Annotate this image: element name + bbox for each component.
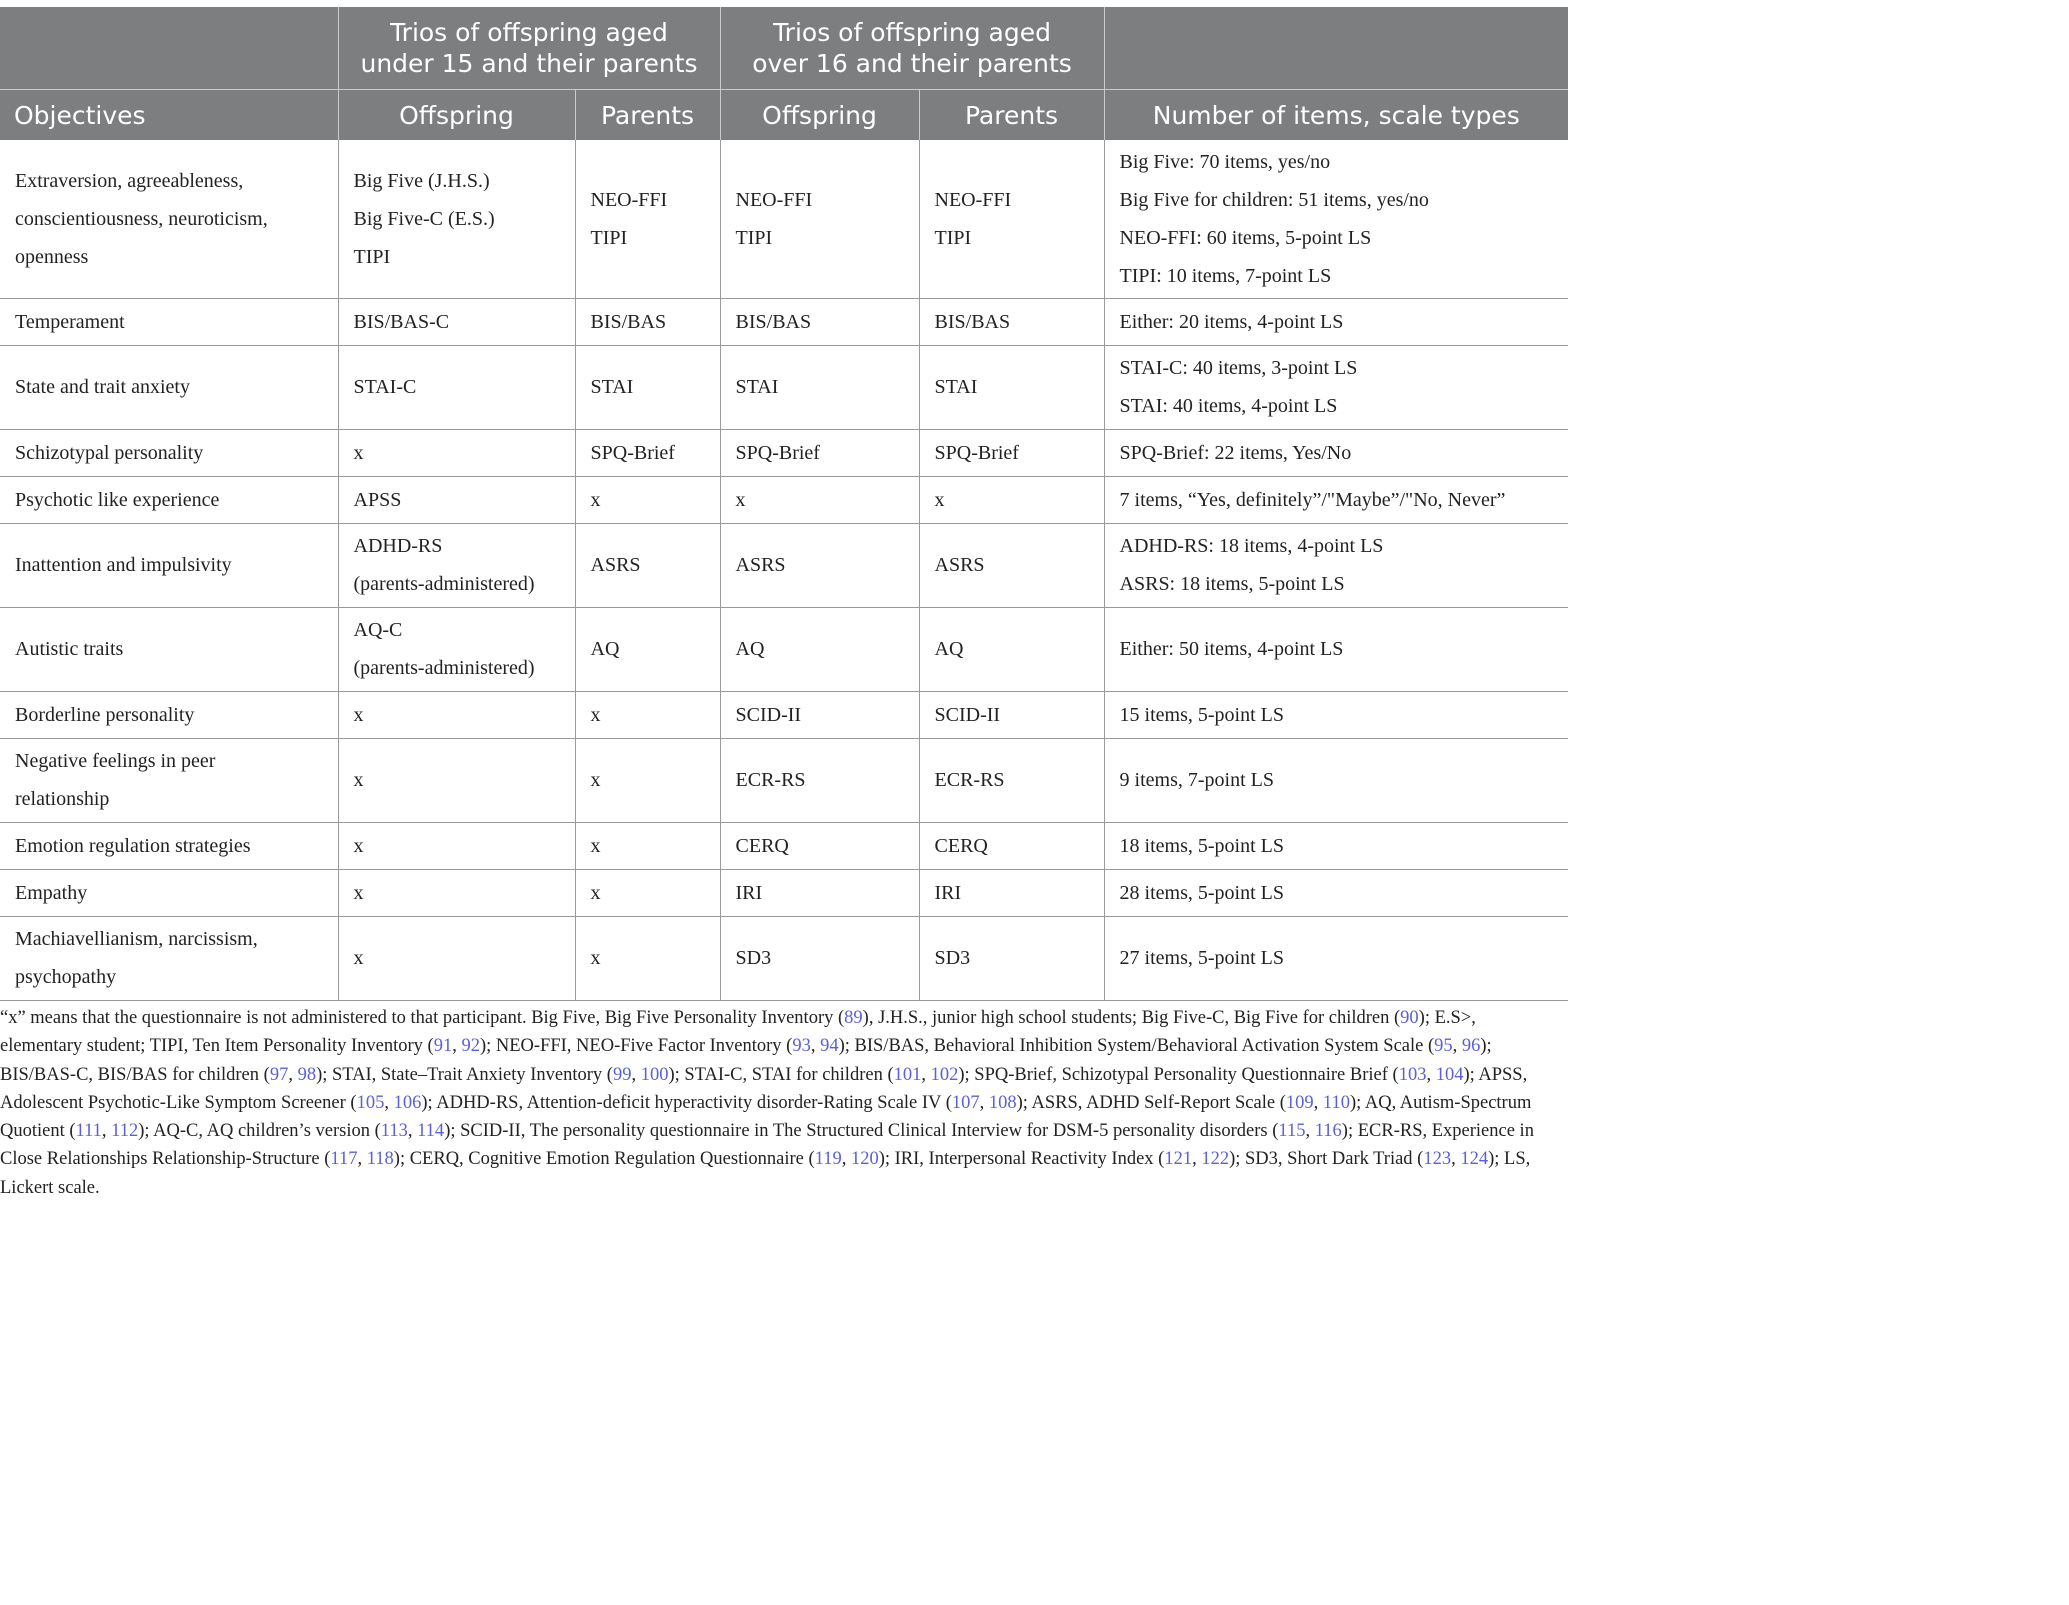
footnote-text: ); SD3, Short Dark Triad ( (1229, 1149, 1424, 1170)
footnote-text: , (631, 1064, 641, 1085)
cell-text: Temperament (15, 310, 125, 333)
footnote-text: , (1192, 1149, 1202, 1170)
table-footnote (0, 1004, 1560, 1202)
cell-text: x (590, 703, 601, 726)
cell-text: Negative feelings in peer (15, 750, 216, 772)
reference-link[interactable]: 106 (393, 1092, 422, 1113)
cell-text: STAI (934, 376, 978, 398)
footnote-text: , (921, 1064, 931, 1085)
objective-cell (0, 345, 338, 429)
cell-text: x (735, 488, 746, 511)
parents-over16-cell (919, 476, 1104, 523)
reference-link[interactable]: 121 (1164, 1149, 1193, 1170)
table-row (0, 822, 1568, 869)
footnote-text: , (979, 1092, 989, 1113)
reference-link[interactable]: 116 (1314, 1121, 1342, 1142)
items-scale-cell (1104, 298, 1568, 345)
cell-text: Emotion regulation strategies (15, 834, 251, 857)
cell-text: APSS (353, 488, 402, 511)
questionnaire-table (0, 7, 1568, 1001)
cell-text: STAI-C (353, 376, 417, 398)
items-scale-cell (1104, 523, 1568, 607)
offspring-under15-cell (338, 869, 575, 916)
header-group-over16-line: over 16 and their parents (752, 49, 1072, 78)
offspring-under15-cell (338, 140, 575, 298)
items-scale-cell (1104, 822, 1568, 869)
reference-link[interactable]: 98 (297, 1064, 317, 1085)
cell-text: STAI (590, 376, 634, 398)
column-header-offspring-over16: Offspring (720, 90, 919, 141)
parents-over16-cell (919, 523, 1104, 607)
footnote-text: ); ASRS, ADHD Self-Report Scale ( (1016, 1092, 1286, 1113)
offspring-over16-cell (720, 607, 919, 691)
reference-link[interactable]: 118 (366, 1149, 394, 1170)
offspring-over16-cell (720, 523, 919, 607)
cell-text: AQ (735, 638, 765, 660)
cell-text: Psychotic like experience (15, 488, 220, 511)
cell-text: NEO-FFI (590, 188, 668, 211)
cell-text: BIS/BAS (934, 310, 1011, 333)
offspring-under15-cell (338, 298, 575, 345)
cell-text: psychopathy (15, 966, 117, 988)
cell-text: SCID-II (934, 703, 1001, 726)
footnote-text: ); STAI-C, STAI for children ( (668, 1064, 894, 1085)
footnote-text: ); APSS, Adolescent Psychotic-Like Symptom Screener ( (0, 1064, 1528, 1113)
parents-over16-cell (919, 691, 1104, 738)
objective-cell (0, 607, 338, 691)
cell-text: (parents-administered) (353, 573, 535, 595)
footnote-text: , (384, 1092, 394, 1113)
header-group-under15-line: under 15 and their parents (360, 49, 698, 78)
cell-text: x (590, 488, 601, 511)
objective-cell (0, 523, 338, 607)
parents-under15-cell (575, 345, 720, 429)
column-header-parents-over16: Parents (919, 90, 1104, 141)
offspring-over16-cell (720, 691, 919, 738)
parents-under15-cell (575, 298, 720, 345)
cell-text: SPQ-Brief (735, 441, 820, 464)
column-header-offspring-under15: Offspring (338, 90, 575, 141)
cell-text: CERQ (735, 834, 789, 857)
reference-link[interactable]: 107 (951, 1092, 980, 1113)
parents-under15-cell (575, 869, 720, 916)
cell-text: ASRS (934, 554, 985, 576)
parents-over16-cell (919, 345, 1104, 429)
footnote-text: ), J.H.S., junior high school students; Big Five-C, Big Five for children ( (862, 1008, 1401, 1028)
footnote-text: ); IRI, Interpersonal Reactivity Index ( (878, 1149, 1165, 1170)
cell-text: NEO-FFI (735, 188, 813, 211)
offspring-under15-cell (338, 916, 575, 1000)
column-header-parents-under15: Parents (575, 90, 720, 141)
cell-text: Big Five (J.H.S.) (353, 169, 490, 192)
cell-text: ASRS (735, 554, 786, 576)
cell-text: TIPI (353, 245, 391, 268)
cell-text: Either: 20 items, 4-point LS (1119, 310, 1344, 333)
cell-text: State and trait anxiety (15, 376, 190, 398)
objective-cell (0, 691, 338, 738)
offspring-over16-cell (720, 298, 919, 345)
cell-text: Either: 50 items, 4-point LS (1119, 638, 1344, 660)
items-scale-cell (1104, 345, 1568, 429)
footnote-text: ); ADHD-RS, Attention-deficit hyperactivity disorder-Rating Scale IV ( (421, 1092, 952, 1113)
objective-cell (0, 869, 338, 916)
cell-text: NEO-FFI (934, 188, 1012, 211)
cell-text: Machiavellianism, narcissism, (15, 928, 258, 950)
reference-link[interactable]: 119 (814, 1149, 842, 1170)
cell-text: 7 items, “Yes, definitely”/"Maybe”/"No, Never” (1119, 488, 1506, 511)
items-scale-cell (1104, 429, 1568, 476)
reference-link[interactable]: 93 (792, 1036, 811, 1057)
questionnaire-table-container (0, 7, 1568, 1001)
footnote-text: , (841, 1149, 851, 1170)
footnote-text: ); BIS/BAS-C, BIS/BAS for children ( (0, 1036, 1492, 1085)
footnote-text: , (1451, 1149, 1461, 1170)
objective-cell (0, 916, 338, 1000)
cell-text: ASRS: 18 items, 5-point LS (1119, 573, 1345, 595)
reference-link[interactable]: 92 (461, 1036, 480, 1057)
objective-cell (0, 476, 338, 523)
items-scale-cell (1104, 869, 1568, 916)
parents-under15-cell (575, 607, 720, 691)
footnote-text: ); LS, Lickert scale. (0, 1149, 1531, 1198)
reference-link[interactable]: 112 (111, 1121, 139, 1142)
table-row (0, 298, 1568, 345)
footnote-text: “x” means that the questionnaire is not administered to that participant. Big Five, Big Five Personality Inventory ( (0, 1008, 845, 1028)
cell-text: TIPI (934, 226, 972, 249)
table-row (0, 607, 1568, 691)
footnote-text: ); E.S>, elementary student; TIPI, Ten Item Personality Inventory ( (0, 1008, 1476, 1057)
cell-text: 27 items, 5-point LS (1119, 947, 1284, 969)
parents-over16-cell (919, 429, 1104, 476)
parents-under15-cell (575, 738, 720, 822)
parents-under15-cell (575, 916, 720, 1000)
parents-over16-cell (919, 822, 1104, 869)
cell-text: SCID-II (735, 703, 802, 726)
cell-text: x (590, 881, 601, 904)
cell-text: 15 items, 5-point LS (1119, 703, 1284, 726)
cell-text: Big Five for children: 51 items, yes/no (1119, 188, 1429, 211)
footnote-text: , (452, 1036, 462, 1057)
parents-over16-cell (919, 738, 1104, 822)
offspring-over16-cell (720, 869, 919, 916)
cell-text: x (353, 881, 364, 904)
footnote-text: , (288, 1064, 298, 1085)
reference-link[interactable]: 109 (1285, 1092, 1314, 1113)
reference-link[interactable]: 90 (1400, 1008, 1419, 1028)
offspring-under15-cell (338, 607, 575, 691)
cell-text: 9 items, 7-point LS (1119, 769, 1274, 791)
reference-link[interactable]: 100 (640, 1064, 669, 1085)
reference-link[interactable]: 111 (75, 1121, 102, 1142)
offspring-over16-cell (720, 916, 919, 1000)
reference-link[interactable]: 123 (1423, 1149, 1452, 1170)
footnote-text: , (101, 1121, 112, 1142)
table-row (0, 345, 1568, 429)
column-header-items-scale-types: Number of items, scale types (1104, 90, 1568, 141)
footnote-text: ); AQ, Autism-Spectrum Quotient ( (0, 1092, 1532, 1142)
reference-link[interactable]: 105 (356, 1092, 385, 1113)
parents-under15-cell (575, 691, 720, 738)
reference-link[interactable]: 96 (1461, 1036, 1481, 1057)
offspring-under15-cell (338, 429, 575, 476)
reference-link[interactable]: 102 (930, 1064, 959, 1085)
reference-link[interactable]: 97 (269, 1064, 289, 1085)
footnote-text: ); ECR-RS, Experience in Close Relationships Relationship-Structure ( (0, 1121, 1534, 1170)
parents-under15-cell (575, 140, 720, 298)
cell-text: 28 items, 5-point LS (1119, 881, 1284, 904)
footnote-text: ); STAI, State–Trait Anxiety Inventory ( (316, 1064, 613, 1085)
cell-text: SPQ-Brief (590, 441, 675, 464)
cell-text: ASRS (590, 554, 641, 576)
cell-text: x (353, 703, 364, 726)
cell-text: TIPI: 10 items, 7-point LS (1119, 264, 1332, 287)
offspring-over16-cell (720, 429, 919, 476)
cell-text: x (590, 947, 601, 969)
objective-cell (0, 429, 338, 476)
offspring-over16-cell (720, 822, 919, 869)
objective-cell (0, 738, 338, 822)
header-group-row (0, 7, 1568, 90)
cell-text: ECR-RS (735, 769, 806, 791)
table-row (0, 429, 1568, 476)
cell-text: STAI-C: 40 items, 3-point LS (1119, 357, 1358, 379)
cell-text: ADHD-RS (353, 535, 443, 557)
cell-text: x (353, 834, 364, 857)
offspring-under15-cell (338, 523, 575, 607)
header-group-over16 (720, 7, 1104, 90)
reference-link[interactable]: 122 (1201, 1149, 1230, 1170)
objective-cell (0, 140, 338, 298)
parents-over16-cell (919, 298, 1104, 345)
cell-text: IRI (735, 881, 763, 904)
items-scale-cell (1104, 140, 1568, 298)
offspring-over16-cell (720, 345, 919, 429)
offspring-under15-cell (338, 822, 575, 869)
column-header-objectives: Objectives (0, 90, 338, 141)
cell-text: NEO-FFI: 60 items, 5-point LS (1119, 226, 1372, 249)
reference-link[interactable]: 99 (612, 1064, 632, 1085)
cell-text: relationship (15, 788, 110, 810)
header-column-row (0, 90, 1568, 141)
reference-link[interactable]: 95 (1434, 1036, 1453, 1057)
parents-over16-cell (919, 869, 1104, 916)
items-scale-cell (1104, 476, 1568, 523)
footnote-text: , (1313, 1092, 1323, 1113)
cell-text: BIS/BAS (590, 310, 667, 333)
cell-text: ECR-RS (934, 769, 1005, 791)
cell-text: x (590, 769, 601, 791)
items-scale-cell (1104, 607, 1568, 691)
reference-link[interactable]: 117 (330, 1149, 358, 1170)
table-row (0, 691, 1568, 738)
cell-text: Borderline personality (15, 703, 195, 726)
cell-text: Autistic traits (15, 638, 124, 660)
footnote-text: ); BIS/BAS, Behavioral Inhibition System/Behavioral Activation System Scale ( (838, 1036, 1435, 1057)
cell-text: Schizotypal personality (15, 441, 204, 464)
footnote-text: ); SCID-II, The personality questionnaire in The Structured Clinical Interview for DSM-5 personality disorders ( (444, 1121, 1279, 1142)
parents-under15-cell (575, 523, 720, 607)
cell-text: TIPI (590, 226, 628, 249)
items-scale-cell (1104, 916, 1568, 1000)
reference-link[interactable]: 103 (1398, 1064, 1427, 1085)
offspring-over16-cell (720, 140, 919, 298)
table-row (0, 476, 1568, 523)
reference-link[interactable]: 120 (850, 1149, 879, 1170)
table-header (0, 7, 1568, 140)
table-row (0, 140, 1568, 298)
reference-link[interactable]: 91 (433, 1036, 453, 1057)
cell-text: x (590, 834, 601, 857)
offspring-under15-cell (338, 345, 575, 429)
parents-under15-cell (575, 822, 720, 869)
offspring-over16-cell (720, 476, 919, 523)
reference-link[interactable]: 115 (1278, 1121, 1306, 1142)
cell-text: BIS/BAS (735, 310, 812, 333)
footnote-text: , (1426, 1064, 1436, 1085)
cell-text: Inattention and impulsivity (15, 554, 232, 576)
cell-text: Empathy (15, 881, 88, 904)
cell-text: x (934, 488, 945, 511)
table-row (0, 916, 1568, 1000)
cell-text: STAI: 40 items, 4-point LS (1119, 395, 1338, 417)
cell-text: BIS/BAS-C (353, 310, 450, 333)
reference-link[interactable]: 89 (844, 1008, 863, 1028)
footnote-text: ); SPQ-Brief, Schizotypal Personality Questionnaire Brief ( (958, 1064, 1399, 1085)
cell-text: AQ-C (353, 619, 403, 641)
cell-text: openness (15, 245, 89, 268)
header-group-under15-line: Trios of offspring aged (390, 18, 668, 47)
cell-text: SPQ-Brief: 22 items, Yes/No (1119, 441, 1352, 464)
footnote-text: ); CERQ, Cognitive Emotion Regulation Questionnaire ( (393, 1149, 815, 1170)
table-row (0, 869, 1568, 916)
cell-text: TIPI (735, 226, 773, 249)
cell-text: x (353, 947, 364, 969)
cell-text: STAI (735, 376, 779, 398)
cell-text: AQ (934, 638, 964, 660)
reference-link[interactable]: 104 (1435, 1064, 1464, 1085)
reference-link[interactable]: 108 (988, 1092, 1017, 1113)
objective-cell (0, 298, 338, 345)
reference-link[interactable]: 124 (1460, 1149, 1489, 1170)
reference-link[interactable]: 114 (417, 1121, 445, 1142)
cell-text: conscientiousness, neuroticism, (15, 207, 268, 230)
header-blank-right (1104, 7, 1568, 90)
cell-text: x (353, 441, 364, 464)
cell-text: Big Five: 70 items, yes/no (1119, 150, 1331, 173)
cell-text: IRI (934, 881, 962, 904)
parents-over16-cell (919, 140, 1104, 298)
items-scale-cell (1104, 738, 1568, 822)
cell-text: Extraversion, agreeableness, (15, 169, 244, 192)
cell-text: 18 items, 5-point LS (1119, 834, 1284, 857)
footnote-text: , (407, 1121, 418, 1142)
parents-over16-cell (919, 607, 1104, 691)
items-scale-cell (1104, 691, 1568, 738)
footnote-text: , (357, 1149, 367, 1170)
offspring-under15-cell (338, 476, 575, 523)
parents-under15-cell (575, 476, 720, 523)
footnote-text: ); AQ-C, AQ children’s version ( (138, 1121, 381, 1142)
cell-text: ADHD-RS: 18 items, 4-point LS (1119, 535, 1384, 557)
reference-link[interactable]: 113 (380, 1121, 408, 1142)
table-row (0, 738, 1568, 822)
reference-link[interactable]: 110 (1322, 1092, 1350, 1113)
footnote-text: ); NEO-FFI, NEO-Five Factor Inventory ( (479, 1036, 793, 1057)
offspring-over16-cell (720, 738, 919, 822)
reference-link[interactable]: 101 (893, 1064, 922, 1085)
cell-text: CERQ (934, 834, 988, 857)
header-group-over16-line: Trios of offspring aged (773, 18, 1051, 47)
cell-text: SD3 (934, 947, 971, 969)
parents-over16-cell (919, 916, 1104, 1000)
header-group-under15 (338, 7, 720, 90)
offspring-under15-cell (338, 691, 575, 738)
cell-text: SPQ-Brief (934, 441, 1019, 464)
cell-text: SD3 (735, 947, 772, 969)
cell-text: AQ (590, 638, 620, 660)
footnote-text: , (1305, 1121, 1315, 1142)
footnote-text: , (1452, 1036, 1462, 1057)
cell-text: (parents-administered) (353, 657, 535, 679)
footnote-text: , (810, 1036, 821, 1057)
reference-link[interactable]: 94 (820, 1036, 839, 1057)
parents-under15-cell (575, 429, 720, 476)
table-row (0, 523, 1568, 607)
offspring-under15-cell (338, 738, 575, 822)
cell-text: x (353, 769, 364, 791)
objective-cell (0, 822, 338, 869)
cell-text: Big Five-C (E.S.) (353, 207, 495, 230)
table-body (0, 140, 1568, 1000)
header-blank-left (0, 7, 338, 90)
